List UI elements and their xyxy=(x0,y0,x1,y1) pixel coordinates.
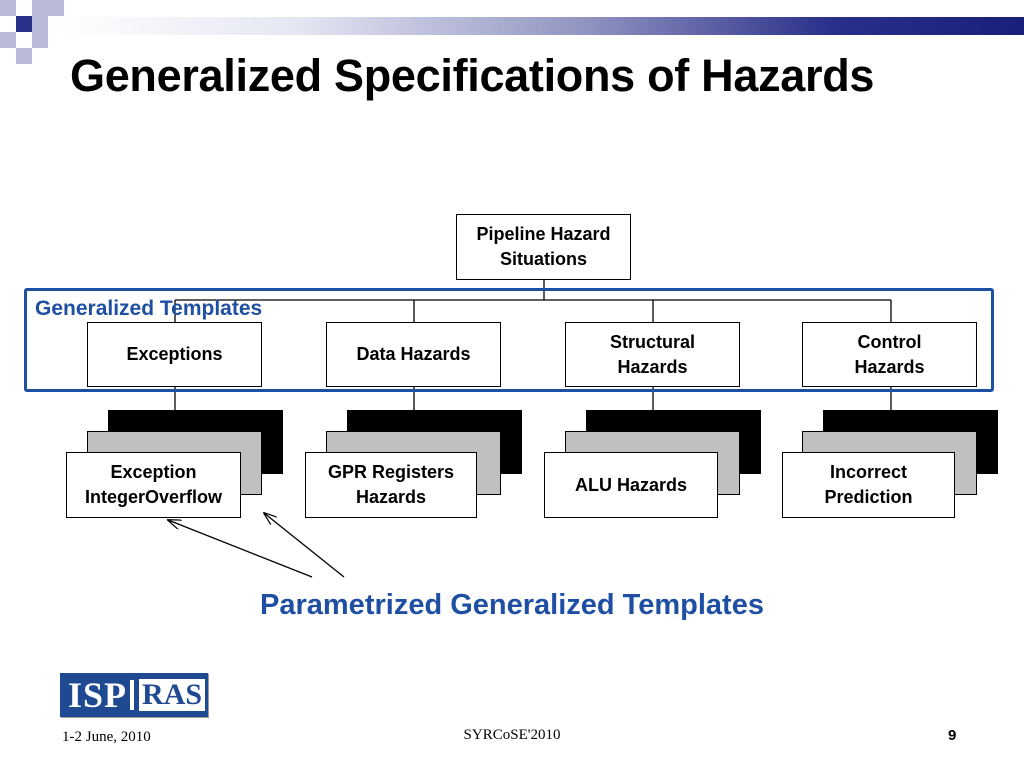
footer-date: 1-2 June, 2010 xyxy=(62,729,151,745)
logo-text-isp: ISP xyxy=(68,675,128,715)
logo-text-ras: RAS xyxy=(137,677,207,713)
page-number: 9 xyxy=(948,727,957,744)
ispras-logo xyxy=(60,673,208,717)
instance-node-exception-overflow: Exception IntegerOverflow xyxy=(66,452,241,518)
pointer-arrow xyxy=(264,513,344,577)
parametrized-templates-caption: Parametrized Generalized Templates xyxy=(260,589,764,621)
category-node-structural-hazards: Structural Hazards xyxy=(565,322,740,387)
root-node: Pipeline Hazard Situations xyxy=(456,214,631,280)
logo-divider xyxy=(130,680,134,710)
category-node-data-hazards: Data Hazards xyxy=(326,322,501,387)
generalized-templates-label: Generalized Templates xyxy=(35,297,263,320)
category-node-exceptions: Exceptions xyxy=(87,322,262,387)
pointer-arrow xyxy=(168,520,312,577)
slide-title: Generalized Specifications of Hazards xyxy=(70,50,875,101)
instance-node-alu-hazards: ALU Hazards xyxy=(544,452,718,518)
footer-conference: SYRCoSE'2010 xyxy=(463,727,561,743)
category-node-control-hazards: Control Hazards xyxy=(802,322,977,387)
instance-node-gpr-registers: GPR Registers Hazards xyxy=(305,452,477,518)
instance-node-incorrect-prediction: Incorrect Prediction xyxy=(782,452,955,518)
